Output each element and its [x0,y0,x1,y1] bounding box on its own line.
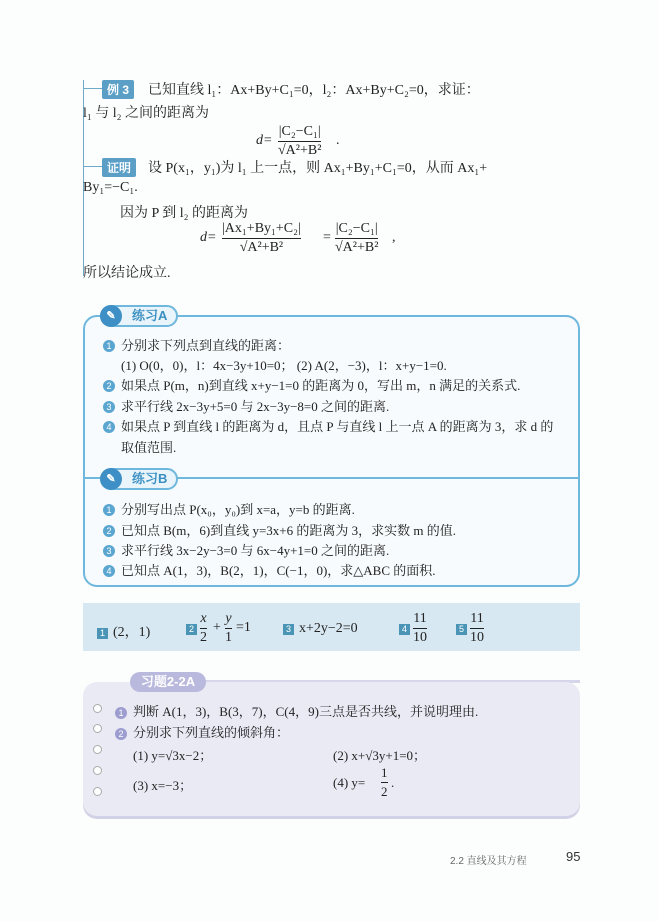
answer-2-plus: + [213,620,221,635]
example-statement: 已知直线 l₁：Ax+By+C₁=0，l₂：Ax+By+C₂=0，求证： [148,83,480,98]
item-number: 1 [103,340,115,352]
proof-badge: 证明 [102,158,136,177]
formula2-eq: = [323,230,331,245]
footer-section: 2.2 直线及其方程 [450,856,527,867]
exercise-part-4-frac [381,765,388,800]
example-badge: 例 3 [102,80,134,99]
exercise-part-4: (4) y= [333,775,366,790]
denominator: 10 [470,630,484,645]
practice-a-item [103,396,389,415]
practice-b-item [103,499,355,518]
formula2-denominator1: √A²+B² [239,240,284,255]
denominator: 10 [413,630,427,645]
item-text: 分别求下列点到直线的距离： [121,338,291,353]
item-text: 求平行线 2x−3y+5=0 与 2x−3y−8=0 之间的距离. [121,399,390,414]
practice-a-item [103,335,290,354]
item-number: 3 [103,545,115,557]
formula1-denominator: √A²+B² [278,143,322,158]
exercise-q2 [115,722,289,741]
item-text: 求平行线 3x−2y−3=0 与 6x−4y+1=0 之间的距离. [121,543,390,558]
item-number: 2 [103,525,115,537]
item-number: 4 [103,421,115,433]
practice-b-title: 练习B [132,471,168,486]
formula1-numerator: |C₂−C₁| [278,124,321,139]
numerator: y [225,611,232,626]
practice-b-tab [100,468,178,490]
answer-number: 1 [97,628,108,639]
exercise-part-4-end: . [391,775,395,790]
circle-marker-icon [93,724,102,733]
formula2-numerator2: |C₂−C₁| [335,221,378,236]
formula2-denominator2: √A²+B² [335,240,379,255]
formula2-fraction2 [335,221,378,256]
proof-line3: 因为 P 到 l₂ 的距离为 [120,206,249,221]
pencil-check-icon: ✎ [100,468,122,490]
circle-marker-icon [93,745,102,754]
item-number: 4 [103,565,115,577]
formula2-fraction1 [222,221,301,256]
numerator: 1 [381,765,388,780]
item-number: 1 [115,707,127,719]
answer-5-frac [470,611,484,646]
practice-a-item [121,437,176,456]
item-text: 如果点 P 到直线 l 的距离为 d，且点 P 与直线 l 上一点 A 的距离为 3，求 d 的 [121,419,554,434]
proof-tick [83,166,103,167]
item-text: 已知点 A(1，3)，B(2，1)，C(−1，0)，求△ABC 的面积. [121,563,436,578]
exercise-title: 习题2-2A [130,672,206,692]
exercise-part-1: (1) y=√3x−2； [133,748,213,763]
item-text: 如果点 P(m，n)到直线 x+y−1=0 的距离为 0，写出 m，n 满足的关系式. [121,378,521,393]
answer-text: x+2y−2=0 [299,621,358,636]
formula2-numerator1: |Ax₁+By₁+C₂| [222,221,301,236]
exercise-q1 [115,701,478,720]
circle-marker-icon [93,787,102,796]
answer-2-frac2 [225,611,232,646]
item-number: 3 [103,401,115,413]
practice-b-item [103,560,436,579]
practice-a-tab [100,305,178,327]
answer-number: 2 [186,624,197,635]
item-number: 1 [103,504,115,516]
formula1-fraction [278,124,321,159]
item-text: 分别写出点 P(x₀，y₀)到 x=a，y=b 的距离. [121,502,355,517]
practice-a-title: 练习A [132,308,168,323]
formula1-lhs: d= [256,133,273,148]
example-tick [83,88,103,89]
answer-number: 4 [399,624,410,635]
answer-1 [97,621,150,641]
answer-4-frac [413,611,427,646]
page-number: 95 [566,849,581,864]
answer-text: (2，1) [113,625,151,640]
exercise-part-3: (3) x=−3； [133,778,193,793]
answer-2-rest: =1 [236,620,251,635]
answer-3 [283,621,358,637]
exercise-part-2: (2) x+√3y+1=0； [333,748,427,763]
item-number: 2 [103,380,115,392]
example-statement-cont: l₁ 与 l₂ 之间的距离为 [83,106,210,121]
pencil-check-icon: ✎ [100,305,122,327]
practice-b-item [103,540,389,559]
answer-number: 3 [283,624,294,635]
numerator: 11 [413,611,427,626]
denominator: 2 [381,784,388,799]
item-number: 2 [115,728,127,740]
denominator: 1 [225,630,232,645]
denominator: 2 [200,630,207,645]
proof-line2: By₁=−C₁. [83,180,138,195]
proof-line1: 设 P(x₁，y₁)为 l₁ 上一点，则 Ax₁+By₁+C₁=0，从而 Ax₁+ [148,161,488,176]
formula1-end: . [336,133,340,148]
practice-a-item [103,375,520,394]
item-text: 已知点 B(m，6)到直线 y=3x+6 的距离为 3，求实数 m 的值. [121,523,456,538]
item-text: 取值范围. [121,440,177,455]
item-text: 判断 A(1，3)，B(3，7)，C(4，9)三点是否共线，并说明理由. [133,704,479,719]
answer-2-frac1 [200,611,207,646]
answer-number: 5 [456,624,467,635]
item-text: 分别求下列直线的倾斜角： [133,725,290,740]
practice-a-item [103,416,553,435]
numerator: x [200,611,207,626]
numerator: 11 [470,611,484,626]
formula2-end: , [392,230,396,245]
item-text: (1) O(0，0)，l：4x−3y+10=0； (2) A(2，−3)，l：x+y−1=0. [121,358,447,373]
practice-b-item [103,520,456,539]
conclusion: 所以结论成立. [83,266,171,281]
circle-marker-icon [93,704,102,713]
practice-a-item [121,355,447,374]
circle-marker-icon [93,766,102,775]
formula2-lhs: d= [200,230,217,245]
